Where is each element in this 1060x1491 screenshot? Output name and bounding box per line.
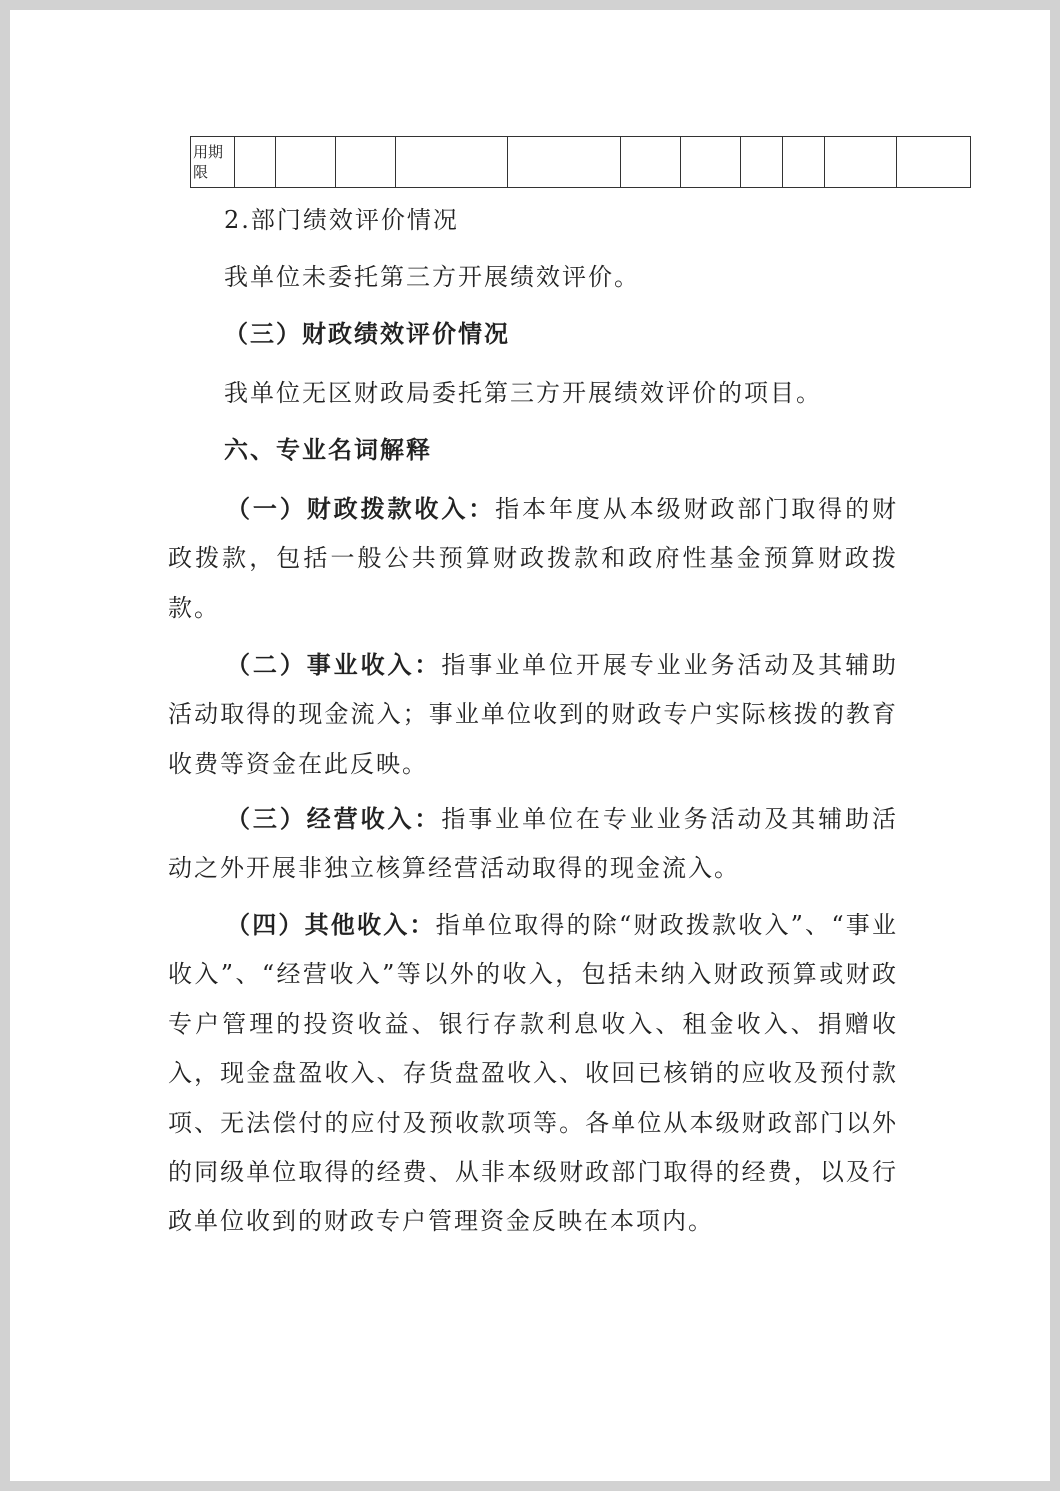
table-cell — [276, 137, 336, 188]
table-row — [191, 137, 971, 188]
table-cell — [235, 137, 276, 188]
glossary-definition: 指本年度从本级财政部门取得的财政拨款，包括一般公共预算财政拨款和政府性基金预算财政拨款。 — [168, 495, 899, 622]
table-cell — [783, 137, 825, 188]
glossary-definition: 指单位取得的除“财政拨款收入”、“事业收入”、“经营收入”等以外的收入，包括未纳入财政预算或财政专户管理的投资收益、银行存款利息收入、租金收入、捐赠收入，现金盘盈收入、存货盘盈收入、收回已核销的应收及预付款项、无法偿付的应付及预收款项等。各单位从本级财政部门以外的同级单位取得的经费、从非本级财政部门取得的经费，以及行政单位收到的财政专户管理资金反映在本项内。 — [168, 911, 899, 1236]
fiscal-eval-heading: （三）财政绩效评价情况 — [224, 319, 510, 348]
glossary-definition: 指事业单位在专业业务活动及其辅助活动之外开展非独立核算经营活动取得的现金流入。 — [168, 805, 899, 883]
table-cell — [681, 137, 741, 188]
glossary-term: （一）财政拨款收入： — [226, 494, 496, 523]
glossary-item-4 — [168, 900, 898, 1247]
glossary-heading: 六、专业名词解释 — [224, 435, 432, 464]
glossary-term: （三）经营收入： — [226, 804, 442, 833]
glossary-term: （四）其他收入： — [226, 910, 436, 939]
table-cell — [621, 137, 681, 188]
table-cell — [897, 137, 971, 188]
fiscal-eval-text: 我单位无区财政局委托第三方开展绩效评价的项目。 — [224, 379, 822, 407]
table-cell-label: 用期限 — [191, 137, 235, 188]
document-page — [10, 10, 1050, 1481]
dept-eval-text: 我单位未委托第三方开展绩效评价。 — [224, 263, 640, 291]
glossary-definition: 指事业单位开展专业业务活动及其辅助活动取得的现金流入；事业单位收到的财政专户实际核拨的教育收费等资金在此反映。 — [168, 651, 899, 778]
table-cell — [396, 137, 508, 188]
table-cell — [825, 137, 897, 188]
table-fragment — [190, 136, 971, 188]
table-cell — [508, 137, 621, 188]
glossary-item-1 — [168, 484, 898, 633]
dept-eval-heading: 2.部门绩效评价情况 — [224, 206, 459, 234]
glossary-item-3 — [168, 794, 898, 894]
table-cell — [336, 137, 396, 188]
glossary-term: （二）事业收入： — [226, 650, 442, 679]
table-cell — [741, 137, 783, 188]
glossary-item-2 — [168, 640, 898, 789]
